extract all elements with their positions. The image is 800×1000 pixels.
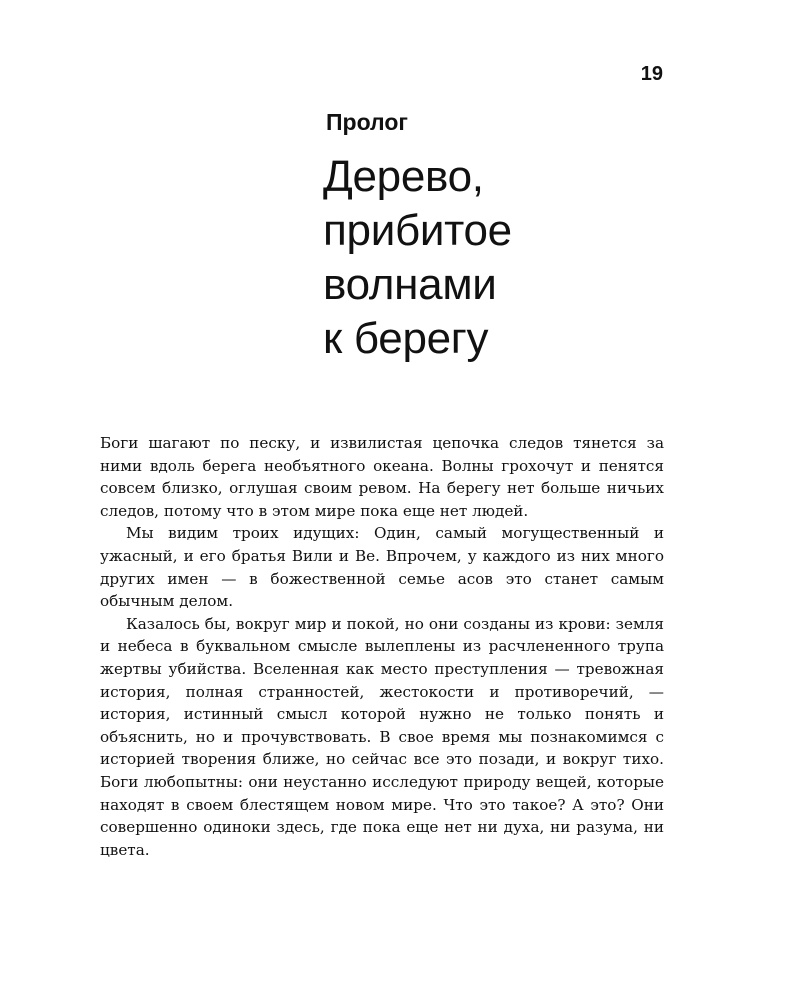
paragraph: Боги шагают по песку, и извилистая цепочка следов тянется за ними вдоль берега необъятного океана. Волны грохочут и пенятся совсем близко, оглушая своим ревом. На берегу нет больше ничьих следов, потому что в этом мире пока еще нет людей. xyxy=(100,434,664,520)
page-number: 19 xyxy=(640,63,663,85)
chapter-title-line: прибитое xyxy=(323,206,512,255)
chapter-title xyxy=(323,150,643,366)
chapter-title-line: Дерево, xyxy=(323,152,484,201)
paragraph: Казалось бы, вокруг мир и покой, но они созданы из крови: земля и небеса в буквальном смысле вылеплены из расчлененного трупа жертвы убийства. Вселенная как место преступления — тревожная история, полная странностей, жестокости и противоречий, — история, истинный смысл которой нужно не только понять и объяснить, но и прочувствовать. В свое время мы познакомимся с историей творения ближе, но сейчас все это позади, и вокруг тихо. Боги любопытны: они неустанно исследуют природу вещей, которые находят в своем блестящем новом мире. Что это такое? А это? Они совершенно одиноки здесь, где пока еще нет ни духа, ни разума, ни цвета. xyxy=(100,614,664,859)
body-text xyxy=(100,432,664,861)
chapter-title-line: к берегу xyxy=(323,314,489,363)
chapter-label: Пролог xyxy=(326,109,408,135)
paragraph: Мы видим троих идущих: Один, самый могущественный и ужасный, и его братья Вили и Ве. Впрочем, у каждого из них много других имен — в божественной семье асов это станет самым обычным делом. xyxy=(100,524,664,611)
chapter-title-line: волнами xyxy=(323,260,497,309)
